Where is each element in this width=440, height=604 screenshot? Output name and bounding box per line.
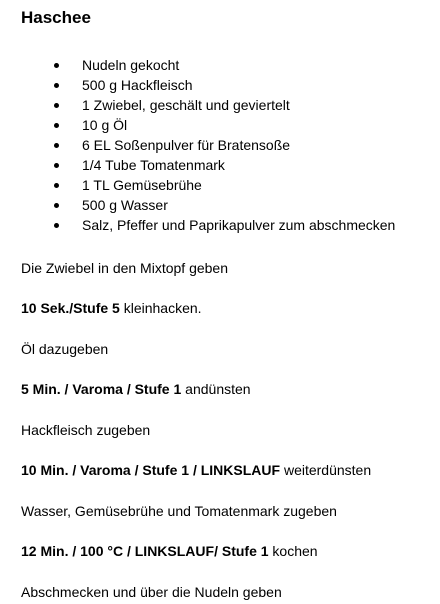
step-text: kleinhacken. xyxy=(119,300,202,316)
ingredient-text: 500 g Wasser xyxy=(82,197,168,213)
ingredient-text: 500 g Hackfleisch xyxy=(82,77,193,93)
ingredient-list xyxy=(21,55,395,235)
ingredient-text: 1 TL Gemüsebrühe xyxy=(82,177,202,193)
ingredient-text: 6 EL Soßenpulver für Bratensoße xyxy=(82,137,291,153)
ingredient-text: Nudeln gekocht xyxy=(82,57,180,73)
ingredient-text: 1/4 Tube Tomatenmark xyxy=(82,157,225,173)
bullet-icon xyxy=(54,123,59,128)
step-season-serve xyxy=(21,582,282,602)
step-continue-saute xyxy=(21,460,371,480)
step-add-onion xyxy=(21,258,228,278)
step-text: weiterdünsten xyxy=(280,462,372,478)
ingredient-text: 10 g Öl xyxy=(82,117,128,133)
bullet-icon xyxy=(54,83,59,88)
step-text: Die Zwiebel in den Mixtopf geben xyxy=(21,260,229,276)
ingredient-item xyxy=(21,195,395,215)
ingredient-text: 1 Zwiebel, geschält und geviertelt xyxy=(82,97,290,113)
recipe-title: Haschee xyxy=(21,8,91,27)
ingredient-item xyxy=(21,55,395,75)
bullet-icon xyxy=(54,163,59,168)
ingredient-item xyxy=(21,115,395,135)
bullet-icon xyxy=(54,203,59,208)
step-setting: 10 Min. / Varoma / Stufe 1 / LINKSLAUF xyxy=(21,462,281,478)
step-add-meat xyxy=(21,420,150,440)
step-saute xyxy=(21,379,251,399)
ingredient-item xyxy=(21,95,395,115)
step-setting: 5 Min. / Varoma / Stufe 1 xyxy=(21,381,182,397)
step-text: Wasser, Gemüsebrühe und Tomatenmark zugeben xyxy=(21,503,337,519)
ingredient-item xyxy=(21,175,395,195)
step-text: Abschmecken und über die Nudeln geben xyxy=(21,584,282,600)
step-setting: 12 Min. / 100 °C / LINKSLAUF/ Stufe 1 xyxy=(21,543,269,559)
bullet-icon xyxy=(54,223,59,228)
ingredient-item xyxy=(21,135,395,155)
ingredient-text: Salz, Pfeffer und Paprikapulver zum abschmecken xyxy=(82,217,396,233)
bullet-icon xyxy=(54,103,59,108)
step-text: andünsten xyxy=(181,381,251,397)
step-text: Hackfleisch zugeben xyxy=(21,422,151,438)
ingredient-item xyxy=(21,75,395,95)
step-chop xyxy=(21,298,202,318)
bullet-icon xyxy=(54,63,59,68)
step-add-liquids xyxy=(21,501,337,521)
step-cook xyxy=(21,541,318,561)
bullet-icon xyxy=(54,143,59,148)
step-setting: 10 Sek./Stufe 5 xyxy=(21,300,120,316)
step-text: kochen xyxy=(268,543,318,559)
ingredient-item xyxy=(21,215,395,235)
bullet-icon xyxy=(54,183,59,188)
step-add-oil xyxy=(21,339,108,359)
ingredient-item xyxy=(21,155,395,175)
step-text: Öl dazugeben xyxy=(21,341,109,357)
